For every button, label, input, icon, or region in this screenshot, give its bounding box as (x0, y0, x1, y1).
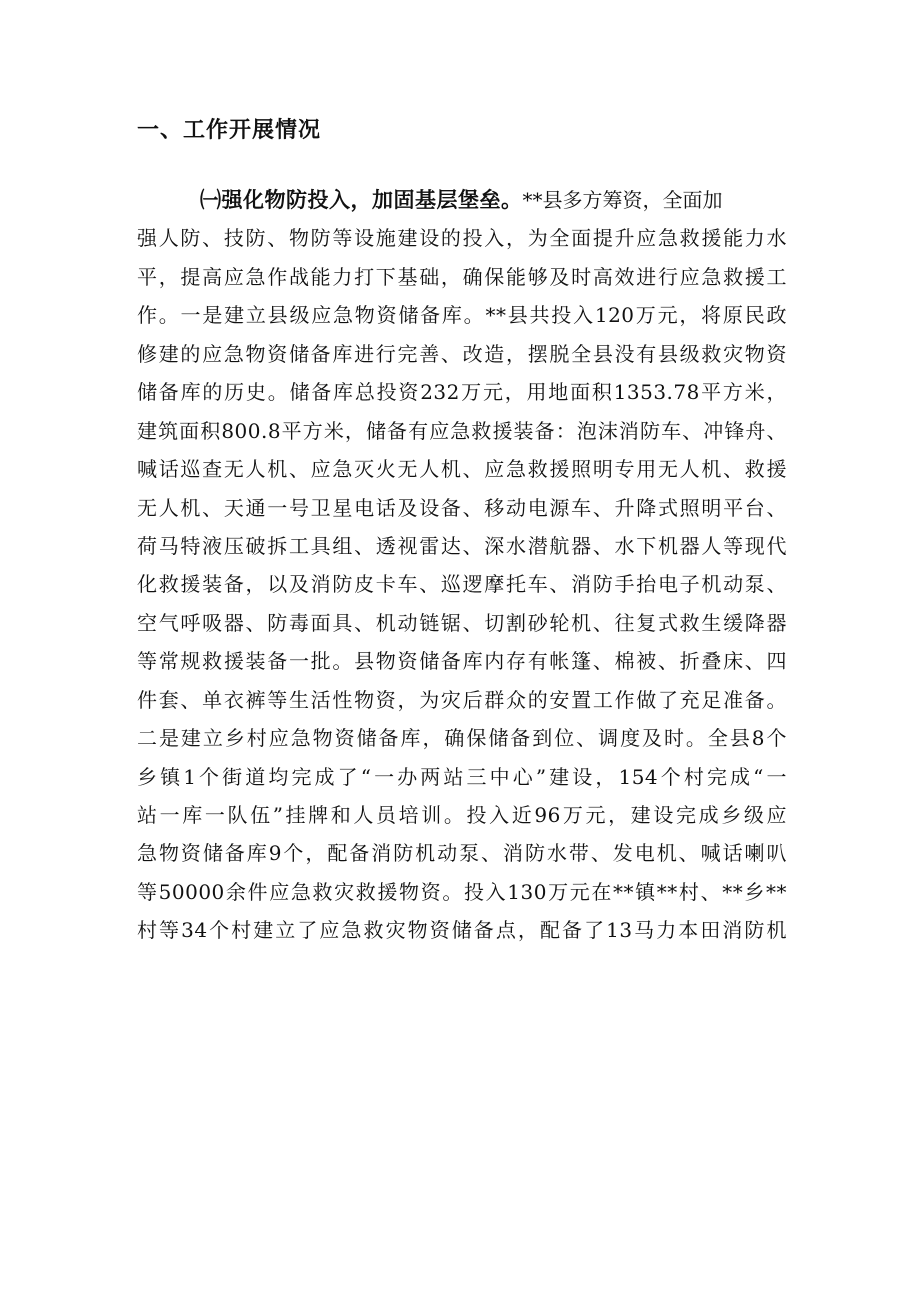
paragraph-line: 建筑面积800.8平方米，储备有应急救援装备：泡沫消防车、冲锋舟、 (137, 418, 787, 443)
paragraph-lead-title: ㈠强化物防投入，加固基层堡垒。 (200, 188, 523, 212)
paragraph-line: 件套、单衣裤等生活性物资，为灾后群众的安置工作做了充足准备。 (137, 687, 787, 712)
paragraph-line: 乡镇1个街道均完成了“一办两站三中心”建设，154个村完成“一 (137, 764, 787, 789)
paragraph-line: 空气呼吸器、防毒面具、机动链锯、切割砂轮机、往复式救生缓降器 (137, 610, 787, 635)
paragraph-line: 化救援装备，以及消防皮卡车、巡逻摩托车、消防手抬电子机动泵、 (137, 572, 787, 597)
section-heading: 一、工作开展情况 (137, 118, 322, 143)
paragraph-line: 平，提高应急作战能力打下基础，确保能够及时高效进行应急救援工 (137, 264, 787, 289)
paragraph-line: 作。一是建立县级应急物资储备库。**县共投入120万元，将原民政 (137, 303, 787, 328)
paragraph-first-line (137, 181, 787, 219)
paragraph-line: 喊话巡查无人机、应急灭火无人机、应急救援照明专用无人机、救援 (137, 457, 787, 482)
paragraph-line: 储备库的历史。储备库总投资232万元，用地面积1353.78平方米， (137, 380, 787, 405)
paragraph-first-line-rest: **县多方筹资，全面加 (522, 188, 723, 212)
paragraph-line: 等50000余件应急救灾救援物资。投入130万元在**镇**村、**乡** (137, 879, 787, 904)
paragraph-line: 等常规救援装备一批。县物资储备库内存有帐篷、棉被、折叠床、四 (137, 649, 787, 674)
paragraph-line: 无人机、天通一号卫星电话及设备、移动电源车、升降式照明平台、 (137, 495, 787, 520)
paragraph-line: 荷马特液压破拆工具组、透视雷达、深水潜航器、水下机器人等现代 (137, 533, 787, 558)
paragraph-body (137, 181, 787, 950)
paragraph-line: 二是建立乡村应急物资储备库，确保储备到位、调度及时。全县8个 (137, 726, 787, 751)
paragraph-line: 村等34个村建立了应急救灾物资储备点，配备了13马力本田消防机 (137, 918, 787, 943)
paragraph-line: 强人防、技防、物防等设施建设的投入，为全面提升应急救援能力水 (137, 226, 787, 251)
paragraph-line: 修建的应急物资储备库进行完善、改造，摆脱全县没有县级救灾物资 (137, 341, 787, 366)
paragraph-line: 站一库一队伍”挂牌和人员培训。投入近96万元，建设完成乡级应 (137, 803, 787, 827)
paragraph-line: 急物资储备库9个，配备消防机动泵、消防水带、发电机、喊话喇叭 (137, 841, 787, 866)
